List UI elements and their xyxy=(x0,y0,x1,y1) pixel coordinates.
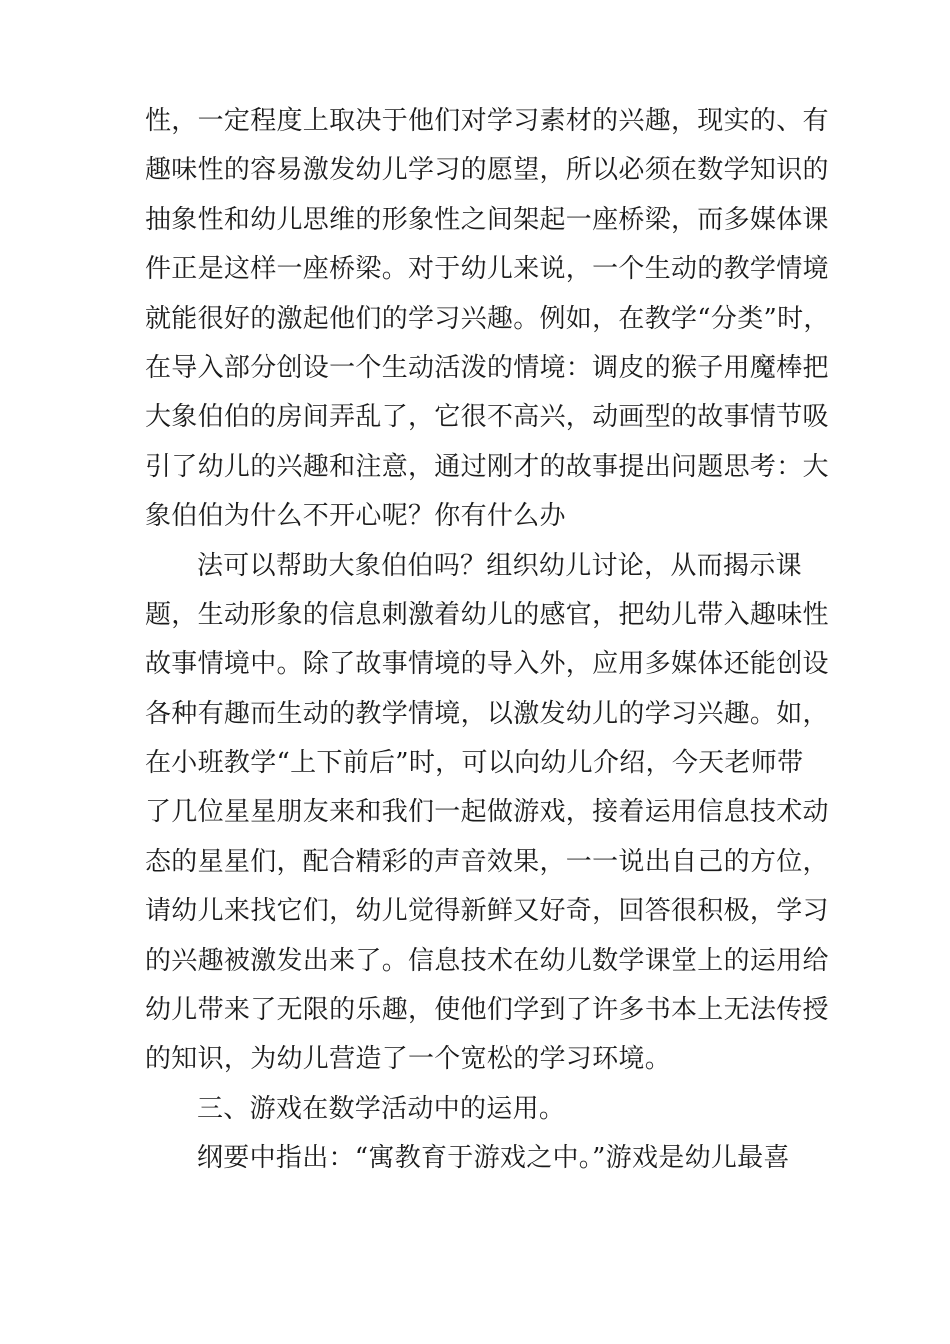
text-line: 幼儿带来了无限的乐趣，使他们学到了许多书本上无法传授 xyxy=(145,995,829,1026)
text-line: 趣味性的容易激发幼儿学习的愿望，所以必须在数学知识的 xyxy=(145,155,829,186)
text-line: 的兴趣被激发出来了。信息技术在幼儿数学课堂上的运用给 xyxy=(145,945,829,976)
text-line: 性，一定程度上取决于他们对学习素材的兴趣，现实的、有 xyxy=(145,106,829,136)
text-line: 各种有趣而生动的教学情境，以激发幼儿的学习兴趣。如， xyxy=(145,698,829,729)
body-text xyxy=(145,97,830,1184)
text-line: 就能很好的激起他们的学习兴趣。例如，在教学“分类”时， xyxy=(145,303,830,334)
text-line: 抽象性和幼儿思维的形象性之间架起一座桥梁，而多媒体课 xyxy=(145,204,829,235)
text-line: 纲要中指出：“寓教育于游戏之中。”游戏是幼儿最喜 xyxy=(197,1143,790,1174)
text-line: 了几位星星朋友来和我们一起做游戏，接着运用信息技术动 xyxy=(145,797,829,828)
text-line: 在导入部分创设一个生动活泼的情境：调皮的猴子用魔棒把 xyxy=(145,352,829,383)
text-line: 法可以帮助大象伯伯吗？组织幼儿讨论，从而揭示课 xyxy=(197,550,802,581)
text-line: 大象伯伯的房间弄乱了，它很不高兴，动画型的故事情节吸 xyxy=(145,402,829,433)
text-line: 象伯伯为什么不开心呢？你有什么办 xyxy=(145,501,566,532)
text-line: 态的星星们，配合精彩的声音效果，一一说出自己的方位， xyxy=(145,846,829,877)
text-line: 请幼儿来找它们，幼儿觉得新鲜又好奇，回答很积极，学习 xyxy=(145,896,829,927)
text-line: 题，生动形象的信息刺激着幼儿的感官，把幼儿带入趣味性 xyxy=(145,599,829,630)
text-line: 在小班教学“上下前后”时，可以向幼儿介绍，今天老师带 xyxy=(145,748,804,779)
text-line: 的知识，为幼儿营造了一个宽松的学习环境。 xyxy=(145,1044,672,1075)
text-line: 件正是这样一座桥梁。对于幼儿来说，一个生动的教学情境 xyxy=(145,254,829,285)
text-line: 三、游戏在数学活动中的运用。 xyxy=(197,1093,566,1124)
text-line: 引了幼儿的兴趣和注意，通过刚才的故事提出问题思考：大 xyxy=(145,451,829,482)
text-line: 故事情境中。除了故事情境的导入外，应用多媒体还能创设 xyxy=(145,649,829,680)
